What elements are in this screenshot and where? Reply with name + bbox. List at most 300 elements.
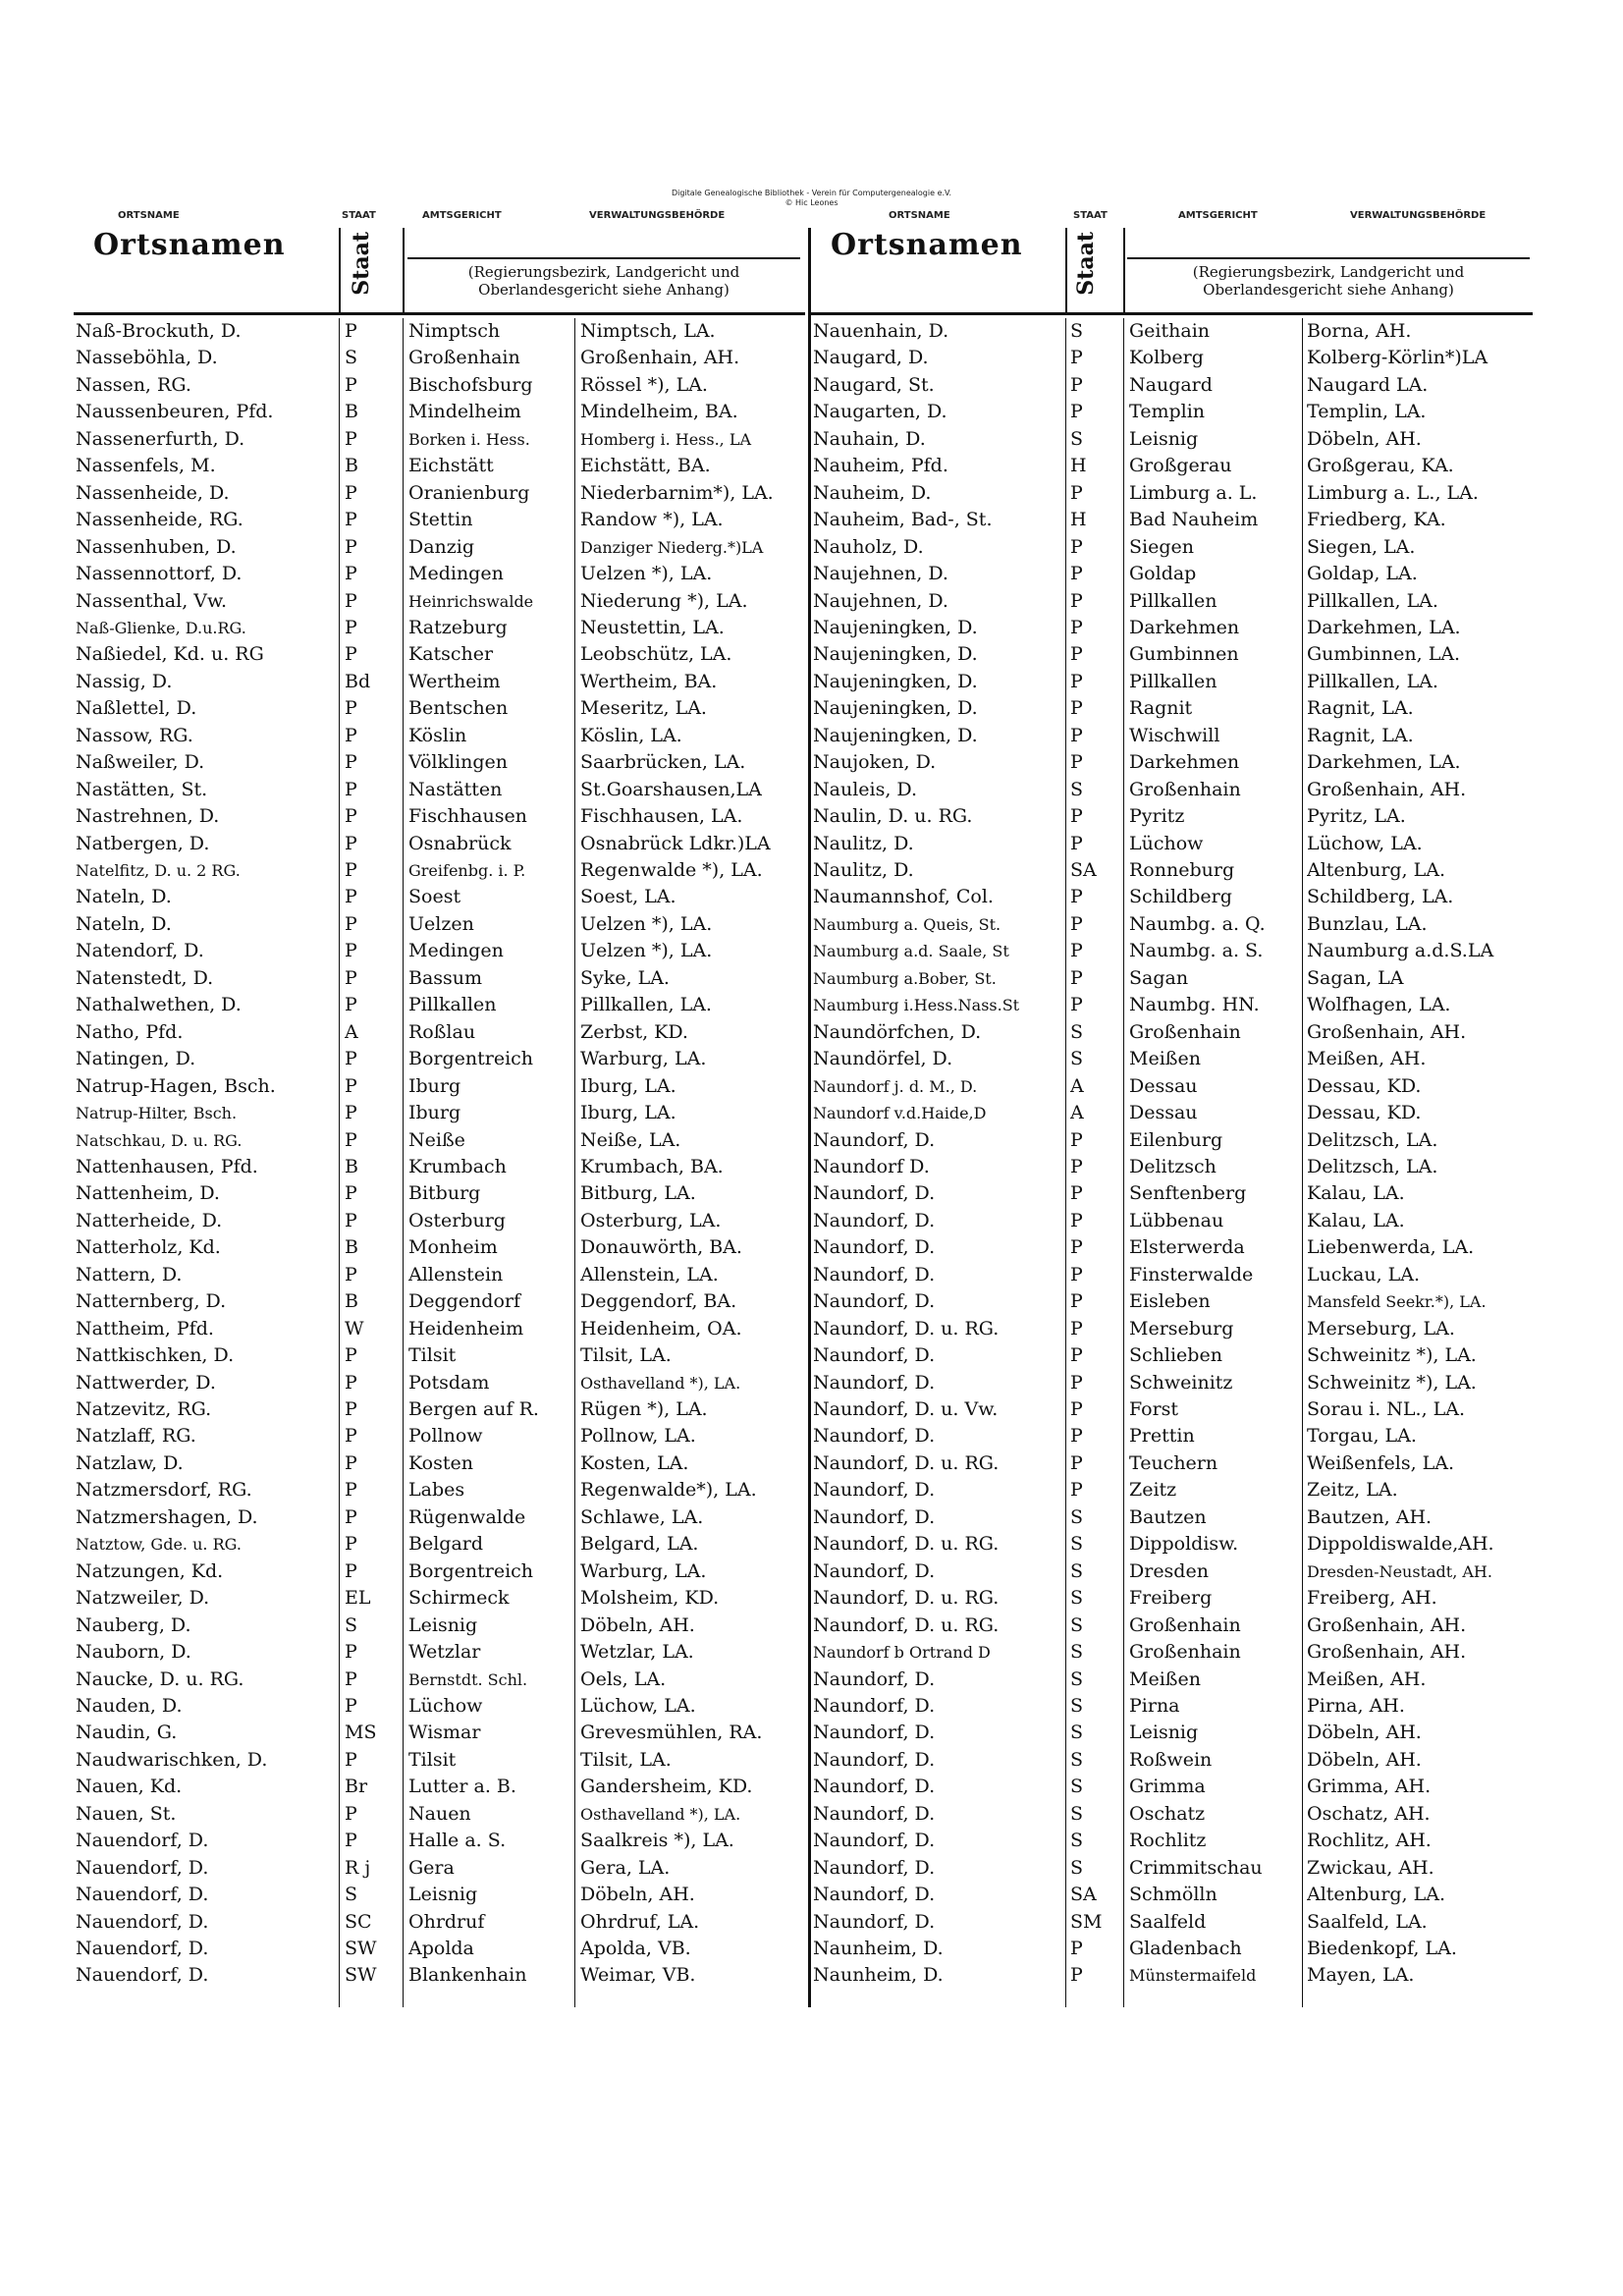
verwaltung-cell: Großenhain, AH. xyxy=(1307,1020,1467,1043)
staat-cell: EL xyxy=(345,1587,371,1610)
staat-cell: P xyxy=(345,643,357,666)
label-ortsname-right: ORTSNAME xyxy=(889,210,950,221)
amtsgericht-cell: Leisnig xyxy=(1129,427,1199,450)
verwaltung-cell: Großenhain, AH. xyxy=(1307,1641,1467,1664)
amtsgericht-cell: Leisnig xyxy=(1129,1722,1199,1744)
amtsgericht-cell: Tilsit xyxy=(408,1748,457,1771)
amtsgericht-cell: Roßwein xyxy=(1129,1748,1213,1771)
amtsgericht-cell: Saalfeld xyxy=(1129,1910,1207,1933)
amtsgericht-cell: Ratzeburg xyxy=(408,616,508,638)
ortsname-cell: Naujeningken, D. xyxy=(813,616,978,638)
amtsgericht-cell: Großenhain xyxy=(1129,1020,1241,1043)
verwaltung-cell: Weißenfels, LA. xyxy=(1307,1451,1455,1474)
ortsname-cell: Naundorf, D. xyxy=(813,1884,936,1906)
staat-cell: P xyxy=(1070,912,1083,935)
ortsname-cell: Nauendorf, D. xyxy=(76,1910,209,1933)
ortsname-cell: Nauendorf, D. xyxy=(76,1856,209,1879)
amtsgericht-cell: Schmölln xyxy=(1129,1884,1217,1906)
ortsname-cell: Nattheim, Pfd. xyxy=(76,1317,214,1339)
amtsgericht-cell: Pollnow xyxy=(408,1425,483,1448)
verwaltung-cell: Syke, LA. xyxy=(580,966,670,989)
staat-cell: S xyxy=(1070,1748,1084,1771)
staat-cell: P xyxy=(345,1371,357,1394)
amtsgericht-cell: Krumbach xyxy=(408,1155,507,1177)
staat-cell: S xyxy=(1070,1048,1084,1070)
staat-cell: P xyxy=(1070,1371,1083,1394)
ortsname-cell: Naundorf, D. u. RG. xyxy=(813,1317,1000,1339)
staat-cell: P xyxy=(345,320,357,342)
ortsname-cell: Naujeningken, D. xyxy=(813,670,978,692)
ortsname-cell: Natenstedt, D. xyxy=(76,966,214,989)
ortsname-cell: Natrup-Hagen, Bsch. xyxy=(76,1074,276,1097)
column-labels xyxy=(0,210,1623,224)
ortsname-cell: Nattenheim, D. xyxy=(76,1182,220,1205)
ortsname-cell: Nastrehnen, D. xyxy=(76,805,220,828)
amtsgericht-cell: Pirna xyxy=(1129,1694,1180,1717)
amtsgericht-cell: Schirmeck xyxy=(408,1587,510,1610)
ortsname-cell: Nauheim, Pfd. xyxy=(813,455,948,477)
ortsname-cell: Nateln, D. xyxy=(76,886,172,908)
verwaltung-cell: Ohrdruf, LA. xyxy=(580,1910,700,1933)
verwaltung-cell: Grevesmühlen, RA. xyxy=(580,1722,763,1744)
verwaltung-cell: Limburg a. L., LA. xyxy=(1307,481,1479,504)
table-header-right xyxy=(811,228,1533,315)
verwaltung-cell: Darkehmen, LA. xyxy=(1307,751,1461,774)
staat-cell: P xyxy=(345,427,357,450)
amtsgericht-cell: Roßlau xyxy=(408,1020,476,1043)
staat-cell: P xyxy=(345,563,357,585)
verwaltung-cell: Kalau, LA. xyxy=(1307,1182,1405,1205)
ortsname-cell: Nassenthal, Vw. xyxy=(76,589,228,612)
verwaltung-cell: Iburg, LA. xyxy=(580,1074,676,1097)
staat-cell: P xyxy=(345,1748,357,1771)
staat-cell: P xyxy=(1070,1344,1083,1367)
staat-cell: W xyxy=(345,1317,364,1339)
staat-cell: P xyxy=(345,481,357,504)
ortsname-cell: Naugard, D. xyxy=(813,347,929,369)
ortsname-cell: Naumburg a. Queis, St. xyxy=(813,914,1001,934)
amtsgericht-cell: Großenhain xyxy=(1129,778,1241,800)
staat-cell: SA xyxy=(1070,859,1097,881)
verwaltung-cell: Uelzen *), LA. xyxy=(580,563,713,585)
staat-cell: S xyxy=(1070,320,1084,342)
ortsname-cell: Naundorf, D. u. RG. xyxy=(813,1613,1000,1636)
verwaltung-cell: Bautzen, AH. xyxy=(1307,1505,1433,1528)
amtsgericht-cell: Leisnig xyxy=(408,1613,478,1636)
staat-cell: P xyxy=(345,805,357,828)
staat-cell: Bd xyxy=(345,670,371,692)
staat-cell: P xyxy=(1070,1451,1083,1474)
verwaltung-cell: Döbeln, AH. xyxy=(1307,1722,1422,1744)
amtsgericht-cell: Schildberg xyxy=(1129,886,1232,908)
verwaltung-cell: Gera, LA. xyxy=(580,1856,671,1879)
amtsgericht-cell: Bad Nauheim xyxy=(1129,509,1259,531)
amtsgericht-cell: Grimma xyxy=(1129,1776,1206,1798)
ortsname-cell: Nassenfels, M. xyxy=(76,455,216,477)
staat-cell: P xyxy=(345,832,357,854)
amtsgericht-cell: Bitburg xyxy=(408,1182,481,1205)
staat-cell: B xyxy=(345,455,358,477)
ortsname-cell: Naundorf, D. xyxy=(813,1505,936,1528)
verwaltung-cell: Großenhain, AH. xyxy=(1307,1613,1467,1636)
staat-cell: P xyxy=(345,1641,357,1664)
ortsname-cell: Natbergen, D. xyxy=(76,832,210,854)
ortsname-cell: Natterholz, Kd. xyxy=(76,1236,221,1259)
amtsgericht-cell: Rügenwalde xyxy=(408,1505,526,1528)
verwaltung-cell: Siegen, LA. xyxy=(1307,535,1416,558)
ortsname-cell: Natendorf, D. xyxy=(76,940,204,962)
verwaltung-cell: Lüchow, LA. xyxy=(580,1694,696,1717)
staat-cell: S xyxy=(1070,1641,1084,1664)
staat-cell: P xyxy=(345,1209,357,1231)
staat-cell: P xyxy=(1070,401,1083,423)
staat-cell: S xyxy=(1070,1722,1084,1744)
ortsname-cell: Naundorf, D. xyxy=(813,1290,936,1313)
table-header-left xyxy=(74,228,805,315)
verwaltung-cell: Döbeln, AH. xyxy=(1307,1748,1422,1771)
verwaltung-cell: Kosten, LA. xyxy=(580,1451,689,1474)
ortsname-cell: Nassenhuben, D. xyxy=(76,535,237,558)
staat-cell: P xyxy=(345,1048,357,1070)
staat-cell: MS xyxy=(345,1722,377,1744)
amtsgericht-cell: Fischhausen xyxy=(408,805,527,828)
verwaltung-cell: Osthavelland *), LA. xyxy=(580,1373,741,1393)
ortsname-cell: Nauen, St. xyxy=(76,1802,177,1825)
ortsname-cell: Naundorf b Ortrand D xyxy=(813,1643,991,1663)
staat-cell: P xyxy=(345,1102,357,1124)
verwaltung-cell: Osthavelland *), LA. xyxy=(580,1804,741,1824)
staat-cell: P xyxy=(345,1802,357,1825)
library-credit xyxy=(0,189,1623,208)
staat-cell: SW xyxy=(345,1938,377,1959)
ortsname-cell: Naucke, D. u. RG. xyxy=(76,1667,244,1690)
amtsgericht-cell: Schlieben xyxy=(1129,1344,1222,1367)
amtsgericht-cell: Meißen xyxy=(1129,1667,1201,1690)
staat-cell: P xyxy=(1070,589,1083,612)
verwaltung-cell: Soest, LA. xyxy=(580,886,676,908)
amtsgericht-cell: Labes xyxy=(408,1479,465,1502)
amtsgericht-cell: Soest xyxy=(408,886,461,908)
ortsname-cell: Naujehnen, D. xyxy=(813,589,948,612)
amtsgericht-cell: Pillkallen xyxy=(408,994,497,1016)
staat-cell: P xyxy=(1070,1938,1083,1959)
verwaltung-cell: Großenhain, AH. xyxy=(1307,778,1467,800)
ortsname-cell: Naßweiler, D. xyxy=(76,751,205,774)
verwaltung-cell: Naugard LA. xyxy=(1307,373,1429,396)
ortsname-cell: Naulin, D. u. RG. xyxy=(813,805,973,828)
verwaltung-cell: Bunzlau, LA. xyxy=(1307,912,1428,935)
ortsname-cell: Nauberg, D. xyxy=(76,1613,191,1636)
verwaltung-cell: Nimptsch, LA. xyxy=(580,320,716,342)
verwaltung-cell: Saalkreis *), LA. xyxy=(580,1830,734,1852)
staat-cell: A xyxy=(1070,1074,1084,1097)
verwaltung-cell: Deggendorf, BA. xyxy=(580,1290,737,1313)
verwaltung-cell: Zeitz, LA. xyxy=(1307,1479,1398,1502)
verwaltung-cell: Liebenwerda, LA. xyxy=(1307,1236,1475,1259)
staat-cell: S xyxy=(1070,1505,1084,1528)
amtsgericht-cell: Lüchow xyxy=(1129,832,1204,854)
staat-cell: P xyxy=(1070,616,1083,638)
amtsgericht-cell: Limburg a. L. xyxy=(1129,481,1258,504)
verwaltung-cell: Dessau, KD. xyxy=(1307,1074,1422,1097)
ortsname-cell: Naundorf, D. xyxy=(813,1694,936,1717)
staat-cell: P xyxy=(345,1505,357,1528)
ortsname-cell: Naundorf, D. xyxy=(813,1344,936,1367)
label-ortsname-left: ORTSNAME xyxy=(118,210,180,221)
ortsname-cell: Nauheim, D. xyxy=(813,481,932,504)
credit-line-1: Digitale Genealogische Bibliothek - Verein für Computergenealogie e.V. xyxy=(671,189,952,197)
ortsname-cell: Nattern, D. xyxy=(76,1263,183,1285)
amtsgericht-cell: Ragnit xyxy=(1129,697,1193,720)
verwaltung-cell: Allenstein, LA. xyxy=(580,1263,719,1285)
amtsgericht-cell: Großenhain xyxy=(1129,1613,1241,1636)
ortsname-cell: Nasseböhla, D. xyxy=(76,347,218,369)
staat-cell: P xyxy=(345,1559,357,1582)
ortsname-cell: Naundorf, D. xyxy=(813,1209,936,1231)
verwaltung-cell: Wetzlar, LA. xyxy=(580,1641,694,1664)
ortsname-cell: Nauen, Kd. xyxy=(76,1776,183,1798)
ortsname-cell: Nassow, RG. xyxy=(76,724,193,746)
staat-cell: B xyxy=(345,1236,358,1259)
staat-cell: SC xyxy=(345,1910,372,1933)
staat-cell: P xyxy=(345,616,357,638)
verwaltung-cell: Weimar, VB. xyxy=(580,1964,696,1987)
amtsgericht-cell: Dessau xyxy=(1129,1074,1198,1097)
verwaltung-cell: Molsheim, KD. xyxy=(580,1587,720,1610)
verwaltung-cell: Goldap, LA. xyxy=(1307,563,1418,585)
verwaltung-cell: Niederbarnim*), LA. xyxy=(580,481,774,504)
staat-cell: P xyxy=(1070,1236,1083,1259)
amtsgericht-cell: Mindelheim xyxy=(408,401,521,423)
verwaltung-cell: Iburg, LA. xyxy=(580,1102,676,1124)
ortsname-cell: Naunheim, D. xyxy=(813,1938,944,1959)
amtsgericht-cell: Bischofsburg xyxy=(408,373,533,396)
verwaltung-cell: Neiße, LA. xyxy=(580,1128,681,1151)
verwaltung-cell: Belgard, LA. xyxy=(580,1533,699,1556)
ortsname-cell: Nathalwethen, D. xyxy=(76,994,242,1016)
staat-cell: P xyxy=(345,1182,357,1205)
verwaltung-cell: Heidenheim, OA. xyxy=(580,1317,742,1339)
staat-cell: B xyxy=(345,1290,358,1313)
amtsgericht-cell: Lüchow xyxy=(408,1694,483,1717)
label-amtsgericht-left: AMTSGERICHT xyxy=(422,210,502,221)
staat-cell: B xyxy=(345,401,358,423)
ortsname-cell: Natternberg, D. xyxy=(76,1290,227,1313)
verwaltung-cell: Warburg, LA. xyxy=(580,1048,707,1070)
ortsname-cell: Natzweiler, D. xyxy=(76,1587,210,1610)
staat-cell: P xyxy=(345,940,357,962)
staat-cell: P xyxy=(345,509,357,531)
ortsname-cell: Naundorf v.d.Haide,D xyxy=(813,1104,987,1123)
amtsgericht-cell: Halle a. S. xyxy=(408,1830,507,1852)
ortsname-cell: Natho, Pfd. xyxy=(76,1020,184,1043)
staat-cell: P xyxy=(1070,347,1083,369)
ortsname-cell: Nauendorf, D. xyxy=(76,1830,209,1852)
amtsgericht-cell: Ronneburg xyxy=(1129,859,1235,881)
verwaltung-cell: Wolfhagen, LA. xyxy=(1307,994,1451,1016)
ortsname-cell: Naundorf, D. xyxy=(813,1128,936,1151)
verwaltung-cell: Leobschütz, LA. xyxy=(580,643,732,666)
verwaltung-cell: Uelzen *), LA. xyxy=(580,912,713,935)
amtsgericht-cell: Rochlitz xyxy=(1129,1830,1207,1852)
ortsname-cell: Naujehnen, D. xyxy=(813,563,948,585)
ortsname-cell: Naundorf, D. xyxy=(813,1856,936,1879)
ortsname-cell: Naudwarischken, D. xyxy=(76,1748,268,1771)
ortsname-cell: Nauheim, Bad-, St. xyxy=(813,509,993,531)
ortsname-cell: Naß-Brockuth, D. xyxy=(76,320,242,342)
amtsgericht-cell: Nastätten xyxy=(408,778,503,800)
staat-cell: P xyxy=(345,373,357,396)
verwaltung-cell: Oels, LA. xyxy=(580,1667,667,1690)
amtsgericht-cell: Gumbinnen xyxy=(1129,643,1239,666)
column-divider xyxy=(808,228,811,2007)
amtsgericht-cell: Meißen xyxy=(1129,1048,1201,1070)
ortsname-cell: Nassenerfurth, D. xyxy=(76,427,245,450)
ortsname-cell: Nauleis, D. xyxy=(813,778,918,800)
ortsname-cell: Nattenhausen, Pfd. xyxy=(76,1155,258,1177)
ortsname-cell: Nattwerder, D. xyxy=(76,1371,216,1394)
verwaltung-cell: Mansfeld Seekr.*), LA. xyxy=(1307,1292,1487,1312)
label-verwaltung-left: VERWALTUNGSBEHÖRDE xyxy=(589,210,726,221)
ortsname-cell: Naundorf, D. xyxy=(813,1425,936,1448)
amtsgericht-cell: Eilenburg xyxy=(1129,1128,1223,1151)
verwaltung-cell: Freiberg, AH. xyxy=(1307,1587,1437,1610)
verwaltung-cell: Dessau, KD. xyxy=(1307,1102,1422,1124)
amtsgericht-cell: Monheim xyxy=(408,1236,498,1259)
staat-cell: S xyxy=(345,1884,358,1906)
verwaltung-cell: Luckau, LA. xyxy=(1307,1263,1421,1285)
staat-cell: P xyxy=(345,1451,357,1474)
verwaltung-cell: Köslin, LA. xyxy=(580,724,682,746)
staat-cell: P xyxy=(1070,643,1083,666)
ortsname-cell: Natzlaw, D. xyxy=(76,1451,184,1474)
header-subtitle xyxy=(407,257,800,299)
staat-cell: P xyxy=(345,1128,357,1151)
ortsname-cell: Naulitz, D. xyxy=(813,859,914,881)
verwaltung-cell: Großenhain, AH. xyxy=(580,347,740,369)
staat-cell: A xyxy=(1070,1102,1084,1124)
staat-cell: P xyxy=(1070,1317,1083,1339)
verwaltung-cell: Meißen, AH. xyxy=(1307,1048,1427,1070)
verwaltung-cell: Pyritz, LA. xyxy=(1307,805,1406,828)
amtsgericht-cell: Oschatz xyxy=(1129,1802,1206,1825)
ortsname-cell: Naumburg a.d. Saale, St xyxy=(813,942,1009,961)
staat-cell: P xyxy=(1070,1182,1083,1205)
amtsgericht-cell: Stettin xyxy=(408,509,473,531)
amtsgericht-cell: Dresden xyxy=(1129,1559,1209,1582)
staat-cell: S xyxy=(345,347,358,369)
amtsgericht-cell: Finsterwalde xyxy=(1129,1263,1254,1285)
amtsgericht-cell: Dessau xyxy=(1129,1102,1198,1124)
ortsname-cell: Naundorf, D. u. Vw. xyxy=(813,1398,999,1420)
verwaltung-cell: Zerbst, KD. xyxy=(580,1020,688,1043)
amtsgericht-cell: Pillkallen xyxy=(1129,670,1217,692)
ortsname-cell: Natzmershagen, D. xyxy=(76,1505,258,1528)
amtsgericht-cell: Iburg xyxy=(408,1074,461,1097)
ortsname-cell: Naumburg i.Hess.Nass.St xyxy=(813,996,1020,1015)
amtsgericht-cell: Katscher xyxy=(408,643,494,666)
amtsgericht-cell: Bentschen xyxy=(408,697,509,720)
ortsname-cell: Natelfitz, D. u. 2 RG. xyxy=(76,861,241,880)
verwaltung-cell: Dippoldiswalde,AH. xyxy=(1307,1533,1494,1556)
amtsgericht-cell: Prettin xyxy=(1129,1425,1195,1448)
amtsgericht-cell: Senftenberg xyxy=(1129,1182,1247,1205)
staat-cell: P xyxy=(1070,1479,1083,1502)
ortsname-cell: Nauenhain, D. xyxy=(813,320,949,342)
ortsname-cell: Nateln, D. xyxy=(76,912,172,935)
verwaltung-cell: Osnabrück Ldkr.)LA xyxy=(580,832,771,854)
staat-cell: S xyxy=(1070,1802,1084,1825)
staat-cell: S xyxy=(1070,1830,1084,1852)
ortsname-cell: Natzmersdorf, RG. xyxy=(76,1479,252,1502)
ortsname-cell: Naunheim, D. xyxy=(813,1964,944,1987)
staat-cell: S xyxy=(1070,1776,1084,1798)
verwaltung-cell: Darkehmen, LA. xyxy=(1307,616,1461,638)
ortsname-cell: Nassenheide, RG. xyxy=(76,509,243,531)
ortsname-cell: Naundorf, D. xyxy=(813,1667,936,1690)
ortsname-cell: Nauendorf, D. xyxy=(76,1884,209,1906)
ortsname-cell: Naundorf, D. xyxy=(813,1559,936,1582)
staat-cell: P xyxy=(1070,1964,1083,1987)
staat-cell: SW xyxy=(345,1964,377,1987)
amtsgericht-cell: Greifenbg. i. P. xyxy=(408,861,526,880)
staat-cell: P xyxy=(345,1344,357,1367)
verwaltung-cell: Merseburg, LA. xyxy=(1307,1317,1455,1339)
amtsgericht-cell: Großenhain xyxy=(1129,1641,1241,1664)
staat-cell: B xyxy=(345,1155,358,1177)
verwaltung-cell: Apolda, VB. xyxy=(580,1938,691,1959)
amtsgericht-cell: Kolberg xyxy=(1129,347,1204,369)
verwaltung-cell: Dresden-Neustadt, AH. xyxy=(1307,1561,1492,1581)
staat-cell: P xyxy=(345,589,357,612)
ortsname-cell: Natztow, Gde. u. RG. xyxy=(76,1535,242,1555)
verwaltung-cell: Bitburg, LA. xyxy=(580,1182,696,1205)
staat-cell: P xyxy=(1070,535,1083,558)
verwaltung-cell: Borna, AH. xyxy=(1307,320,1412,342)
verwaltung-cell: Ragnit, LA. xyxy=(1307,697,1414,720)
ortsname-cell: Naundorf, D. xyxy=(813,1776,936,1798)
amtsgericht-cell: Pillkallen xyxy=(1129,589,1217,612)
amtsgericht-cell: Blankenhain xyxy=(408,1964,527,1987)
verwaltung-cell: Neustettin, LA. xyxy=(580,616,725,638)
verwaltung-cell: Pillkallen, LA. xyxy=(1307,670,1438,692)
verwaltung-cell: Mindelheim, BA. xyxy=(580,401,738,423)
verwaltung-cell: Altenburg, LA. xyxy=(1307,1884,1446,1906)
verwaltung-cell: Sorau i. NL., LA. xyxy=(1307,1398,1466,1420)
amtsgericht-cell: Ohrdruf xyxy=(408,1910,485,1933)
staat-cell: P xyxy=(345,912,357,935)
amtsgericht-cell: Danzig xyxy=(408,535,475,558)
staat-cell: P xyxy=(1070,1263,1083,1285)
staat-cell: S xyxy=(1070,778,1084,800)
ortsname-cell: Naundorf, D. u. RG. xyxy=(813,1533,1000,1556)
staat-cell: P xyxy=(345,966,357,989)
ortsname-cell: Naugard, St. xyxy=(813,373,935,396)
verwaltung-cell: Torgau, LA. xyxy=(1307,1425,1417,1448)
staat-cell: S xyxy=(1070,1613,1084,1636)
staat-cell: P xyxy=(345,886,357,908)
amtsgericht-cell: Merseburg xyxy=(1129,1317,1234,1339)
ortsname-cell: Nassig, D. xyxy=(76,670,173,692)
amtsgericht-cell: Belgard xyxy=(408,1533,484,1556)
ortsname-cell: Nauden, D. xyxy=(76,1694,183,1717)
staat-cell: P xyxy=(345,1398,357,1420)
verwaltung-cell: Friedberg, KA. xyxy=(1307,509,1446,531)
ortsname-cell: Naundorf, D. xyxy=(813,1182,936,1205)
ortsname-cell: Natzungen, Kd. xyxy=(76,1559,224,1582)
verwaltung-cell: Schildberg, LA. xyxy=(1307,886,1454,908)
amtsgericht-cell: Eichstätt xyxy=(408,455,494,477)
